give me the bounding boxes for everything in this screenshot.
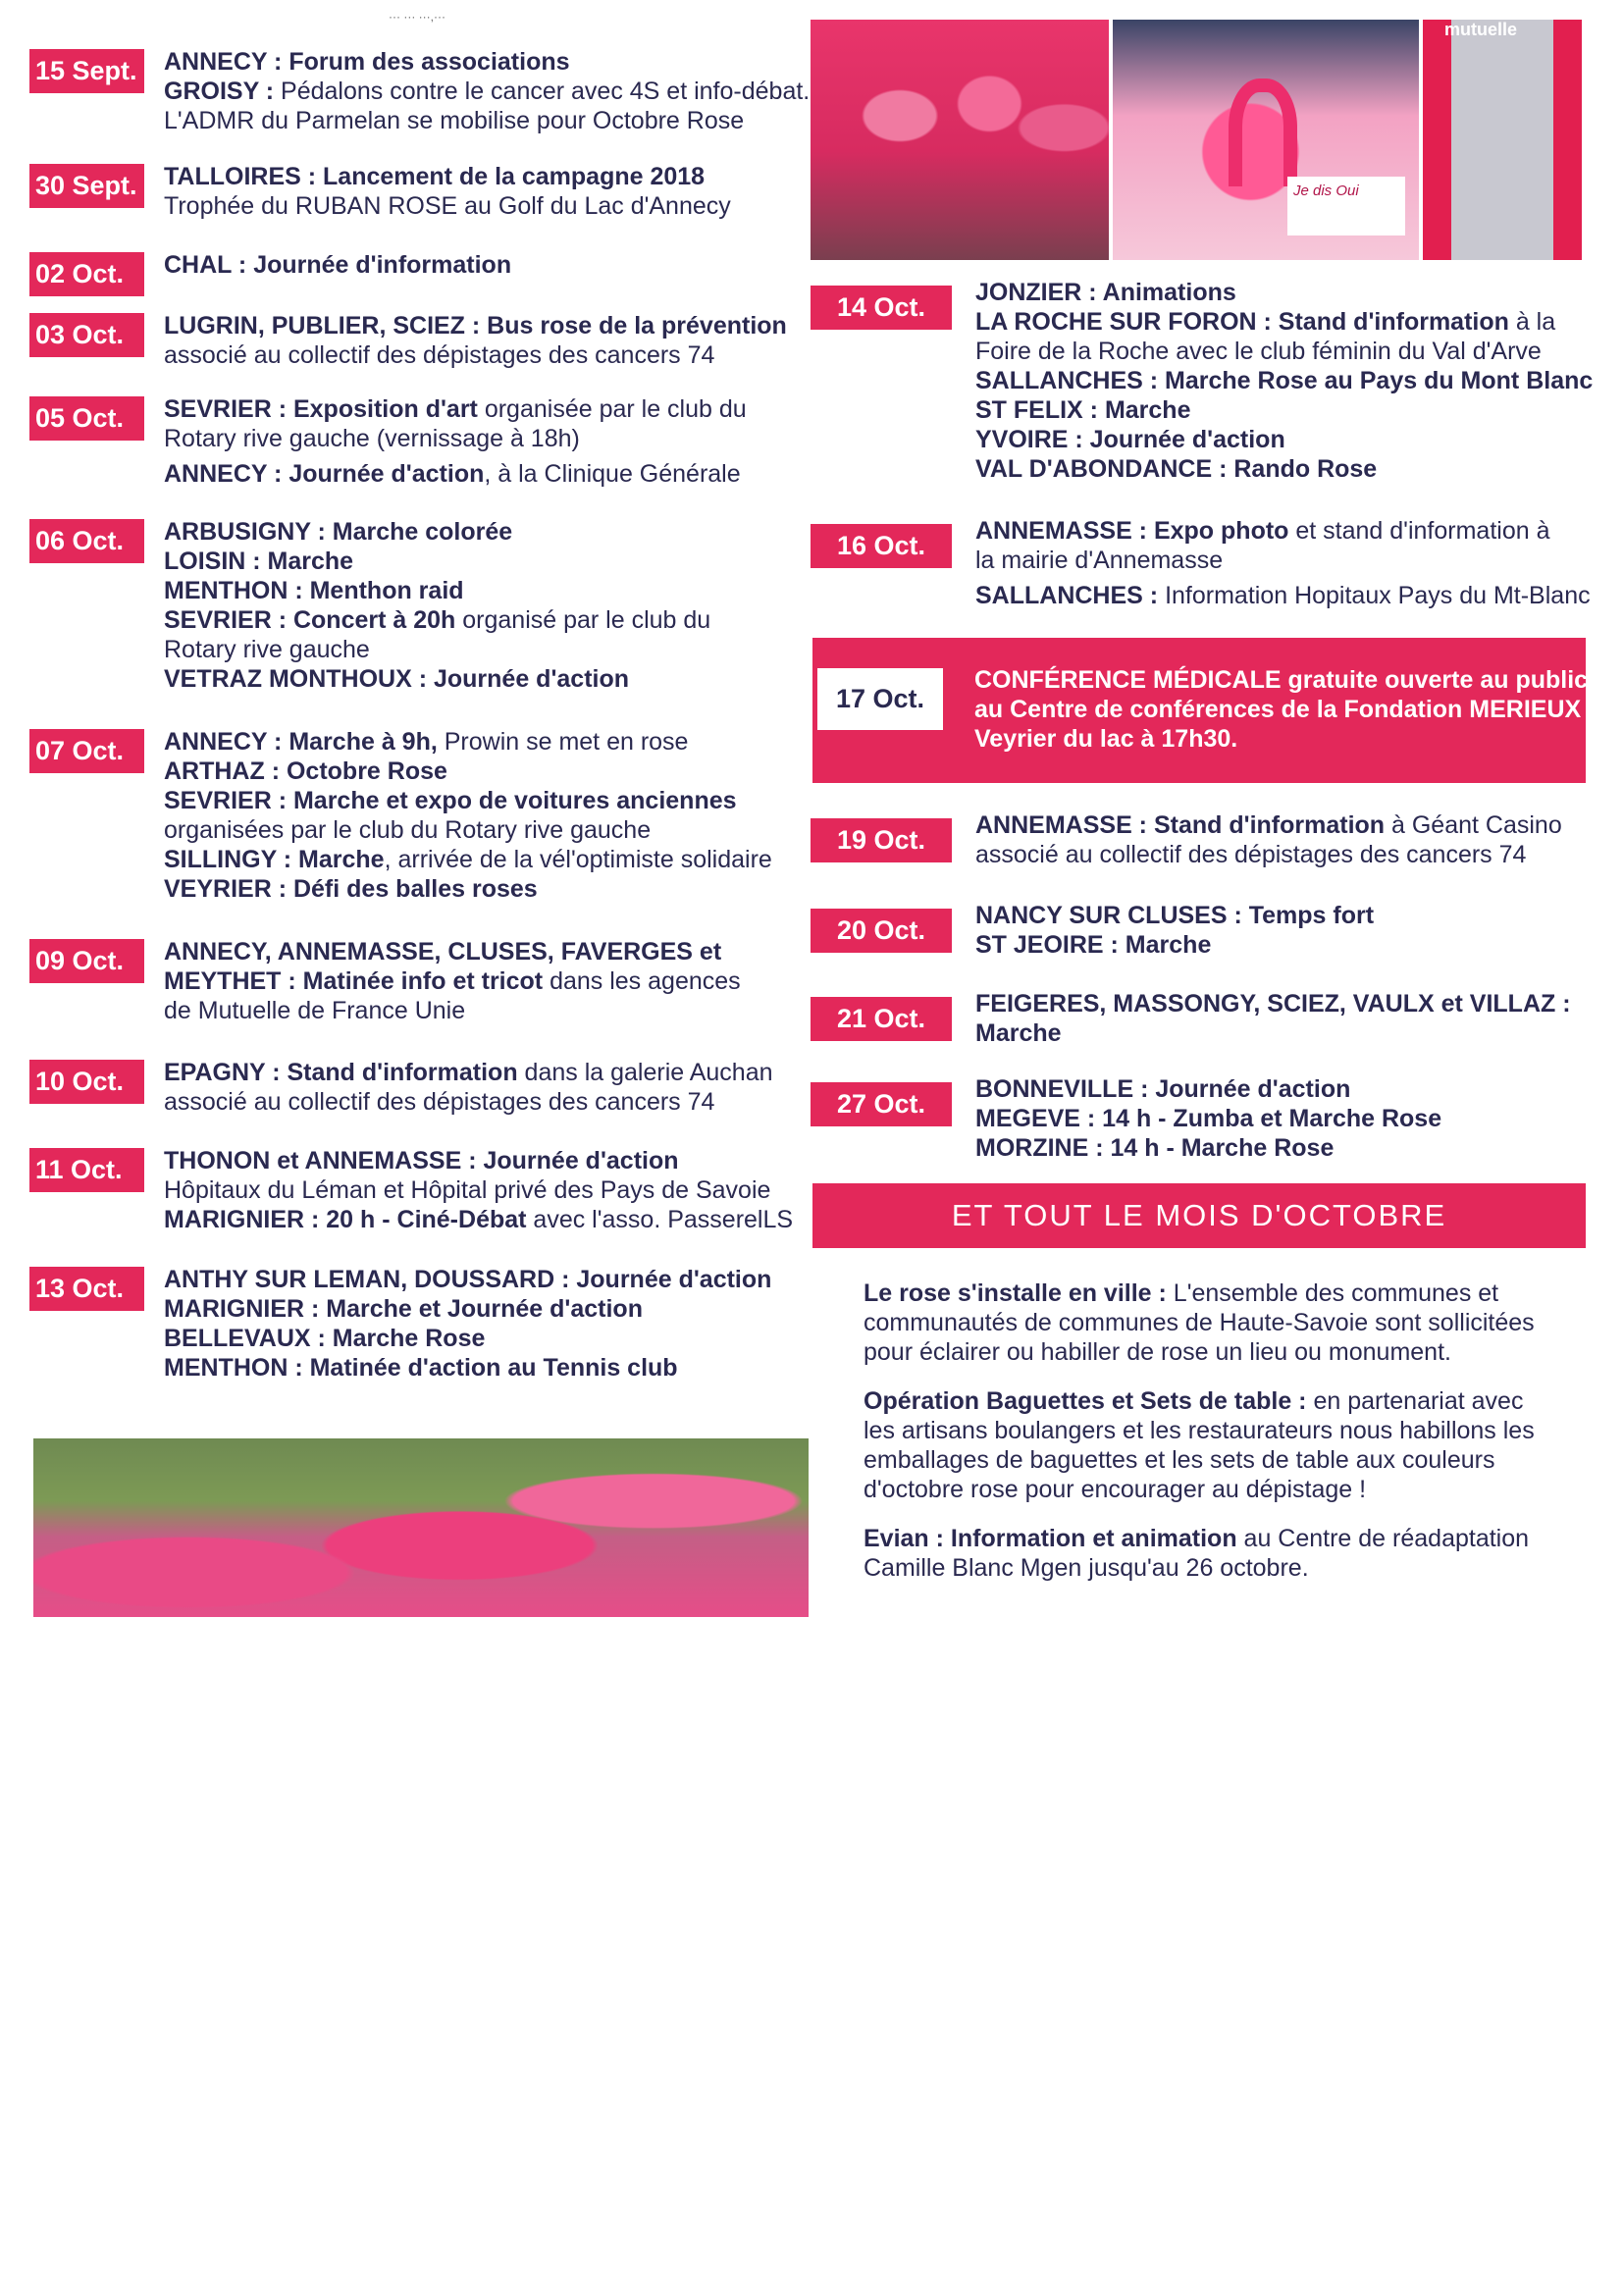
event-title: MARIGNIER : Marche et Journée d'action	[164, 1295, 643, 1323]
event-title: MENTHON : Matinée d'action au Tennis club	[164, 1354, 678, 1382]
entry-line	[164, 1324, 814, 1353]
paragraph-title: Opération Baguettes et Sets de table :	[864, 1387, 1314, 1415]
entry-line	[164, 47, 814, 77]
event-detail: associé au collectif des dépistages des cancers 74	[164, 1088, 715, 1116]
event-detail: dans la galerie Auchan	[517, 1059, 773, 1086]
entry-line	[164, 191, 814, 221]
event-title: VETRAZ MONTHOUX : Journée d'action	[164, 665, 630, 693]
month-paragraph	[864, 1386, 1590, 1504]
event-detail: , arrivée de la vél'optimiste solidaire	[384, 846, 772, 873]
conference-banner	[812, 638, 1589, 783]
event-detail: L'ADMR du Parmelan se mobilise pour Octobre Rose	[164, 107, 745, 134]
entry-line	[164, 845, 814, 874]
event-detail: à Géant Casino	[1385, 811, 1562, 839]
paragraph-text: en partenariat avec	[1313, 1387, 1524, 1415]
event-title: SALLANCHES : Marche Rose au Pays du Mont Blanc	[975, 367, 1594, 394]
paragraph-text: au Centre de réadaptation	[1236, 1525, 1530, 1552]
event-title: LUGRIN, PUBLIER, SCIEZ : Bus rose de la prévention	[164, 312, 787, 339]
event-title: SEVRIER : Exposition d'art	[164, 395, 478, 423]
conference-line: au Centre de conférences de la Fondation MERIEUX	[974, 696, 1582, 723]
entry-line	[164, 727, 814, 757]
event-title: BELLEVAUX : Marche Rose	[164, 1325, 486, 1352]
event-title: MARIGNIER : 20 h - Ciné-Débat	[164, 1206, 527, 1233]
date-badge: 27 Oct.	[811, 1082, 952, 1126]
event-title: ANNEMASSE : Stand d'information	[975, 811, 1386, 839]
paragraph-text: emballages de baguettes et les sets de table aux couleurs	[864, 1446, 1495, 1474]
start-arch-photo	[1423, 20, 1582, 260]
event-detail: Pédalons contre le cancer avec 4S et info-débat.	[281, 78, 811, 105]
event-detail: organisée par le club du	[477, 395, 747, 423]
entry-line	[164, 664, 814, 694]
date-badge: 02 Oct.	[29, 252, 144, 296]
entry-line	[164, 757, 814, 786]
entry-line	[164, 547, 814, 576]
entry-line	[975, 1018, 1615, 1048]
event-detail: Foire de la Roche avec le club féminin du Val d'Arve	[975, 338, 1542, 365]
event-detail: Hôpitaux du Léman et Hôpital privé des Pays de Savoie	[164, 1176, 771, 1204]
event-detail: organisé par le club du	[455, 606, 711, 634]
event-detail: associé au collectif des dépistages des cancers 74	[164, 341, 715, 369]
photo-sign: Je dis Oui	[1287, 177, 1405, 235]
entry-line	[164, 996, 814, 1025]
event-title: MENTHON : Menthon raid	[164, 577, 464, 604]
paragraph-line	[864, 1386, 1590, 1416]
event-title: ANNECY, ANNEMASSE, CLUSES, FAVERGES et	[164, 938, 722, 965]
pink-ribbon-icon	[1229, 78, 1297, 186]
date-badge: 16 Oct.	[811, 524, 952, 568]
event-detail: Prowin se met en rose	[437, 728, 689, 756]
event-detail: de Mutuelle de France Unie	[164, 997, 466, 1024]
conference-date: 17 Oct.	[817, 668, 943, 730]
entry-line	[164, 394, 814, 424]
scan-mark: ··· ··· ···,···	[389, 10, 445, 24]
event-title: VEYRIER : Défi des balles roses	[164, 875, 538, 903]
entry-line	[975, 1074, 1615, 1104]
entry-line	[975, 516, 1615, 546]
paragraph-line	[864, 1445, 1590, 1475]
entry-line	[975, 366, 1615, 395]
entry-line	[975, 930, 1615, 960]
conference-line: Veyrier du lac à 17h30.	[974, 725, 1238, 753]
event-detail: organisées par le club du Rotary rive gauche	[164, 816, 652, 844]
date-badge: 20 Oct.	[811, 909, 952, 953]
entry-line	[164, 1175, 814, 1205]
event-detail: Trophée du RUBAN ROSE au Golf du Lac d'Annecy	[164, 192, 731, 220]
event-title: ARBUSIGNY : Marche colorée	[164, 518, 513, 546]
paragraph-text: les artisans boulangers et les restaurateurs nous habillons les	[864, 1417, 1535, 1444]
date-badge: 30 Sept.	[29, 164, 144, 208]
entry-line	[975, 307, 1615, 337]
month-paragraph	[864, 1278, 1590, 1367]
date-badge: 09 Oct.	[29, 939, 144, 983]
entry-line	[164, 162, 814, 191]
entry-line	[164, 1146, 814, 1175]
event-title: LOISIN : Marche	[164, 548, 354, 575]
entry-line	[975, 840, 1615, 869]
entry-line	[975, 1104, 1615, 1133]
entry-line	[164, 1058, 814, 1087]
paragraph-line	[864, 1337, 1590, 1367]
date-badge: 06 Oct.	[29, 519, 144, 563]
event-title: MORZINE : 14 h - Marche Rose	[975, 1134, 1335, 1162]
runners-photo	[811, 20, 1109, 260]
date-badge: 10 Oct.	[29, 1060, 144, 1104]
entry-line	[164, 576, 814, 605]
date-badge: 15 Sept.	[29, 49, 144, 93]
event-detail: Information Hopitaux Pays du Mt-Blanc	[1165, 582, 1591, 609]
event-title: FEIGERES, MASSONGY, SCIEZ, VAULX et VILLAZ :	[975, 990, 1571, 1018]
event-detail: , à la Clinique Générale	[484, 460, 741, 488]
event-title: THONON et ANNEMASSE : Journée d'action	[164, 1147, 679, 1174]
event-title: ANNECY : Journée d'action	[164, 460, 485, 488]
entry-line	[164, 1294, 814, 1324]
date-badge: 21 Oct.	[811, 997, 952, 1041]
entry-line	[164, 786, 814, 815]
date-badge: 19 Oct.	[811, 818, 952, 862]
event-title: Marche	[975, 1019, 1062, 1047]
entry-line	[164, 874, 814, 904]
event-title: EPAGNY : Stand d'information	[164, 1059, 518, 1086]
event-detail: Rotary rive gauche (vernissage à 18h)	[164, 425, 580, 452]
entry-line	[164, 77, 814, 106]
date-badge: 05 Oct.	[29, 396, 144, 441]
event-title: VAL D'ABONDANCE : Rando Rose	[975, 455, 1378, 483]
entry-line	[975, 581, 1615, 610]
entry-line	[975, 901, 1615, 930]
entry-line	[164, 340, 814, 370]
event-detail: à la	[1508, 308, 1556, 336]
entry-line	[164, 106, 814, 135]
event-title: ARTHAZ : Octobre Rose	[164, 757, 447, 785]
entry-line	[975, 1133, 1615, 1163]
paragraph-line	[864, 1416, 1590, 1445]
paragraph-text: Camille Blanc Mgen jusqu'au 26 octobre.	[864, 1554, 1309, 1582]
month-banner: ET TOUT LE MOIS D'OCTOBRE	[812, 1183, 1586, 1248]
event-title: JONZIER : Animations	[975, 279, 1236, 306]
entry-line	[975, 395, 1615, 425]
paragraph-text: L'ensemble des communes et	[1173, 1279, 1499, 1307]
entry-line	[975, 546, 1615, 575]
entry-line	[164, 1353, 814, 1383]
entry-line	[164, 424, 814, 453]
event-title: ANNEMASSE : Expo photo	[975, 517, 1289, 545]
entry-line	[164, 635, 814, 664]
group-ribbon-photo	[33, 1438, 809, 1617]
entry-line	[975, 278, 1615, 307]
paragraph-line	[864, 1553, 1590, 1583]
entry-line	[164, 459, 814, 489]
event-title: ANTHY SUR LEMAN, DOUSSARD : Journée d'action	[164, 1266, 772, 1293]
event-detail: Rotary rive gauche	[164, 636, 370, 663]
event-title: CHAL : Journée d'information	[164, 251, 512, 279]
date-badge: 14 Oct.	[811, 286, 952, 330]
event-detail: la mairie d'Annemasse	[975, 547, 1224, 574]
entry-line	[164, 966, 814, 996]
event-title: BONNEVILLE : Journée d'action	[975, 1075, 1351, 1103]
event-detail: dans les agences	[543, 967, 741, 995]
conference-line: CONFÉRENCE MÉDICALE gratuite ouverte au public	[974, 666, 1589, 694]
paragraph-line	[864, 1524, 1590, 1553]
paragraph-line	[864, 1278, 1590, 1308]
event-title: NANCY SUR CLUSES : Temps fort	[975, 902, 1375, 929]
date-badge: 11 Oct.	[29, 1148, 144, 1192]
event-detail: et stand d'information à	[1288, 517, 1550, 545]
paragraph-title: Le rose s'installe en ville :	[864, 1279, 1174, 1307]
entry-line	[164, 250, 814, 280]
date-badge: 07 Oct.	[29, 729, 144, 773]
event-title: LA ROCHE SUR FORON : Stand d'information	[975, 308, 1509, 336]
event-title: ANNECY : Marche à 9h,	[164, 728, 438, 756]
entry-line	[164, 517, 814, 547]
pink-ribbon-photo	[1113, 20, 1419, 260]
event-title: GROISY :	[164, 78, 282, 105]
paragraph-title: Evian : Information et animation	[864, 1525, 1237, 1552]
paragraph-line	[864, 1308, 1590, 1337]
event-title: SILLINGY : Marche	[164, 846, 385, 873]
event-title: ST FELIX : Marche	[975, 396, 1191, 424]
entry-line	[164, 1087, 814, 1117]
event-detail: avec l'asso. PasserelLS	[526, 1206, 794, 1233]
entry-line	[164, 605, 814, 635]
event-detail: associé au collectif des dépistages des cancers 74	[975, 841, 1527, 868]
date-badge: 13 Oct.	[29, 1267, 144, 1311]
event-title: ANNECY : Forum des associations	[164, 48, 570, 76]
entry-line	[164, 1205, 814, 1234]
event-title: SEVRIER : Marche et expo de voitures anciennes	[164, 787, 737, 814]
month-paragraph	[864, 1524, 1590, 1583]
entry-line	[164, 815, 814, 845]
event-title: MEGEVE : 14 h - Zumba et Marche Rose	[975, 1105, 1442, 1132]
event-title: TALLOIRES : Lancement de la campagne 2018	[164, 163, 706, 190]
event-title: MEYTHET : Matinée info et tricot	[164, 967, 544, 995]
entry-line	[975, 337, 1615, 366]
paragraph-text: communautés de communes de Haute-Savoie sont sollicitées	[864, 1309, 1535, 1336]
entry-line	[975, 454, 1615, 484]
event-title: ST JEOIRE : Marche	[975, 931, 1212, 959]
paragraph-line	[864, 1475, 1590, 1504]
paragraph-text: pour éclairer ou habiller de rose un lieu ou monument.	[864, 1338, 1451, 1366]
entry-line	[975, 425, 1615, 454]
entry-line	[164, 1265, 814, 1294]
entry-line	[975, 810, 1615, 840]
entry-line	[164, 311, 814, 340]
entry-line	[164, 937, 814, 966]
event-title: YVOIRE : Journée d'action	[975, 426, 1285, 453]
paragraph-text: d'octobre rose pour encourager au dépistage !	[864, 1476, 1367, 1503]
entry-line	[975, 989, 1615, 1018]
event-title: SALLANCHES :	[975, 582, 1166, 609]
date-badge: 03 Oct.	[29, 313, 144, 357]
event-title: SEVRIER : Concert à 20h	[164, 606, 456, 634]
arch-label: mutuelle	[1444, 20, 1518, 39]
